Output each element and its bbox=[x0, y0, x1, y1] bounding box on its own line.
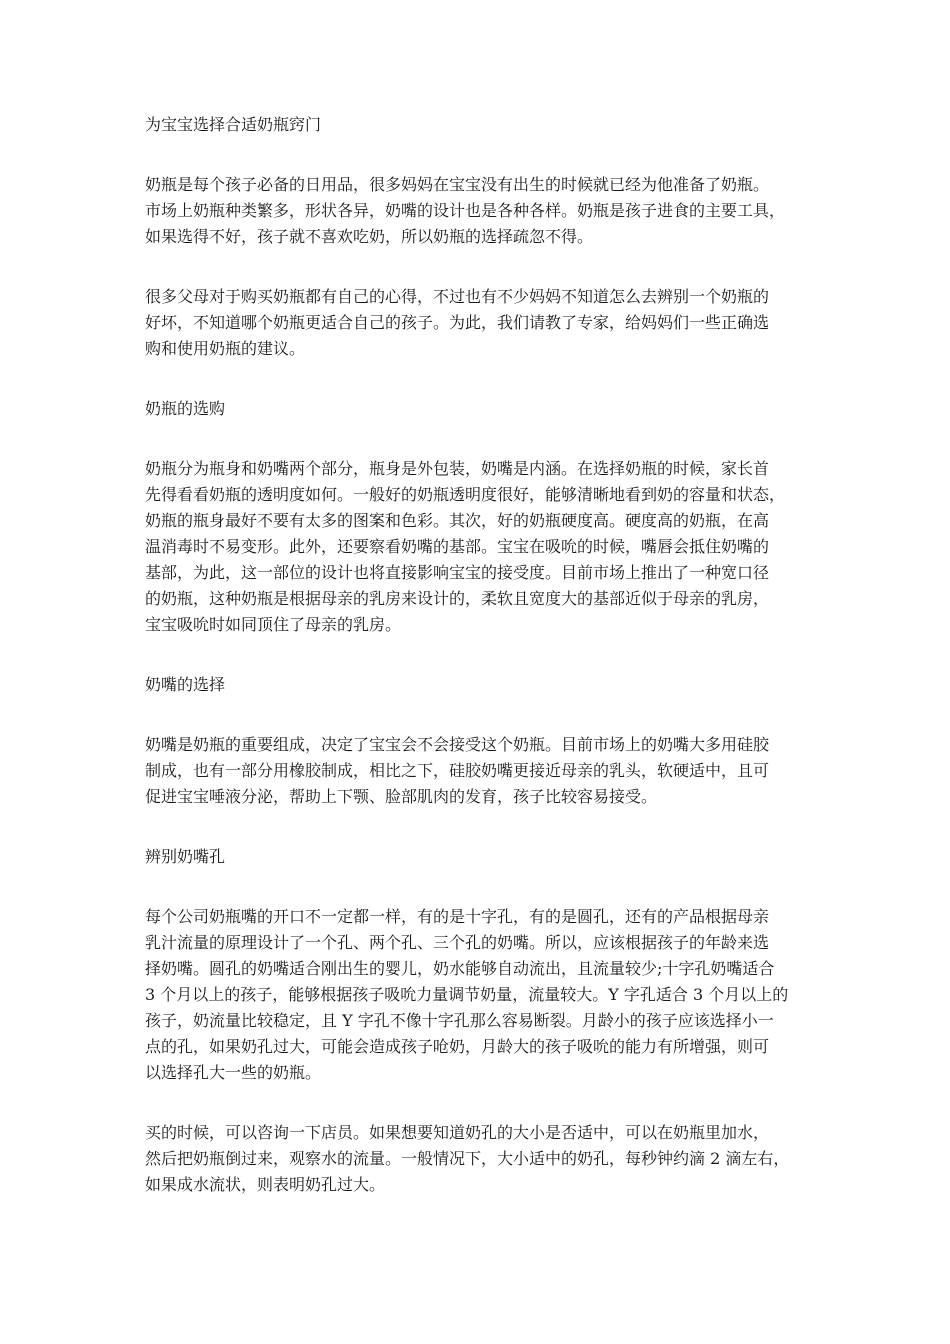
text-line: 先得看看奶瓶的透明度如何。一般好的奶瓶透明度很好，能够清晰地看到奶的容量和状态， bbox=[145, 485, 786, 504]
section-body-nipple-selection bbox=[145, 732, 813, 810]
text-line: 点的孔，如果奶孔过大，可能会造成孩子呛奶，月龄大的孩子吸吮的能力有所增强，则可 bbox=[145, 1037, 770, 1056]
text-line: 3 个月以上的孩子，能够根据孩子吸吮力量调节奶量，流量较大。Y 字孔适合 3 个月以上的 bbox=[145, 985, 789, 1004]
intro-paragraph-2 bbox=[145, 284, 813, 362]
text-line: 奶嘴是奶瓶的重要组成，决定了宝宝会不会接受这个奶瓶。目前市场上的奶嘴大多用硅胶 bbox=[145, 735, 770, 754]
text-line: 市场上奶瓶种类繁多，形状各异，奶嘴的设计也是各种各样。奶瓶是孩子进食的主要工具， bbox=[145, 201, 786, 220]
text-line: 如果成水流状，则表明奶孔过大。 bbox=[145, 1175, 386, 1194]
text-line: 奶瓶分为瓶身和奶嘴两个部分，瓶身是外包装，奶嘴是内涵。在选择奶瓶的时候，家长首 bbox=[145, 459, 770, 478]
text-line: 奶瓶是每个孩子必备的日用品，很多妈妈在宝宝没有出生的时候就已经为他准备了奶瓶。 bbox=[145, 175, 770, 194]
intro-paragraph-1 bbox=[145, 172, 813, 250]
document-page bbox=[145, 112, 813, 1232]
text-line: 奶瓶的瓶身最好不要有太多的图案和色彩。其次，好的奶瓶硬度高。硬度高的奶瓶，在高 bbox=[145, 511, 770, 530]
text-line: 乳汁流量的原理设计了一个孔、两个孔、三个孔的奶嘴。所以，应该根据孩子的年龄来选 bbox=[145, 933, 770, 952]
text-line: 的奶瓶，这种奶瓶是根据母亲的乳房来设计的，柔软且宽度大的基部近似于母亲的乳房， bbox=[145, 589, 770, 608]
text-line: 以选择孔大一些的奶瓶。 bbox=[145, 1063, 322, 1082]
section-heading-nipple-selection: 奶嘴的选择 bbox=[145, 675, 226, 694]
text-line: 温消毒时不易变形。此外，还要察看奶嘴的基部。宝宝在吸吮的时候，嘴唇会抵住奶嘴的 bbox=[145, 537, 770, 556]
section-heading-bottle-selection: 奶瓶的选购 bbox=[145, 399, 226, 418]
document-title: 为宝宝选择合适奶瓶窍门 bbox=[145, 115, 322, 134]
text-line: 宝宝吸吮时如同顶住了母亲的乳房。 bbox=[145, 615, 402, 634]
text-line: 促进宝宝唾液分泌，帮助上下颚、脸部肌肉的发育，孩子比较容易接受。 bbox=[145, 787, 658, 806]
text-line: 购和使用奶瓶的建议。 bbox=[145, 339, 306, 358]
text-line: 择奶嘴。圆孔的奶嘴适合刚出生的婴儿，奶水能够自动流出，且流量较少;十字孔奶嘴适合 bbox=[145, 959, 775, 978]
section-heading-nipple-holes: 辨别奶嘴孔 bbox=[145, 847, 226, 866]
text-line: 好坏，不知道哪个奶瓶更适合自己的孩子。为此，我们请教了专家，给妈妈们一些正确选 bbox=[145, 313, 770, 332]
text-line: 如果选得不好，孩子就不喜欢吃奶，所以奶瓶的选择疏忽不得。 bbox=[145, 227, 594, 246]
section-body-nipple-holes bbox=[145, 904, 813, 1086]
text-line: 孩子，奶流量比较稳定，且 Y 字孔不像十字孔那么容易断裂。月龄小的孩子应该选择小一 bbox=[145, 1011, 774, 1030]
text-line: 很多父母对于购买奶瓶都有自己的心得，不过也有不少妈妈不知道怎么去辨别一个奶瓶的 bbox=[145, 287, 770, 306]
closing-paragraph bbox=[145, 1120, 813, 1198]
text-line: 制成，也有一部分用橡胶制成，相比之下，硅胶奶嘴更接近母亲的乳头，软硬适中，且可 bbox=[145, 761, 770, 780]
text-line: 然后把奶瓶倒过来，观察水的流量。一般情况下，大小适中的奶孔，每秒钟约滴 2 滴左右， bbox=[145, 1149, 790, 1168]
text-line: 买的时候，可以咨询一下店员。如果想要知道奶孔的大小是否适中，可以在奶瓶里加水， bbox=[145, 1123, 770, 1142]
text-line: 基部，为此，这一部位的设计也将直接影响宝宝的接受度。目前市场上推出了一种宽口径 bbox=[145, 563, 770, 582]
section-body-bottle-selection bbox=[145, 456, 813, 638]
text-line: 每个公司奶瓶嘴的开口不一定都一样，有的是十字孔，有的是圆孔，还有的产品根据母亲 bbox=[145, 907, 770, 926]
